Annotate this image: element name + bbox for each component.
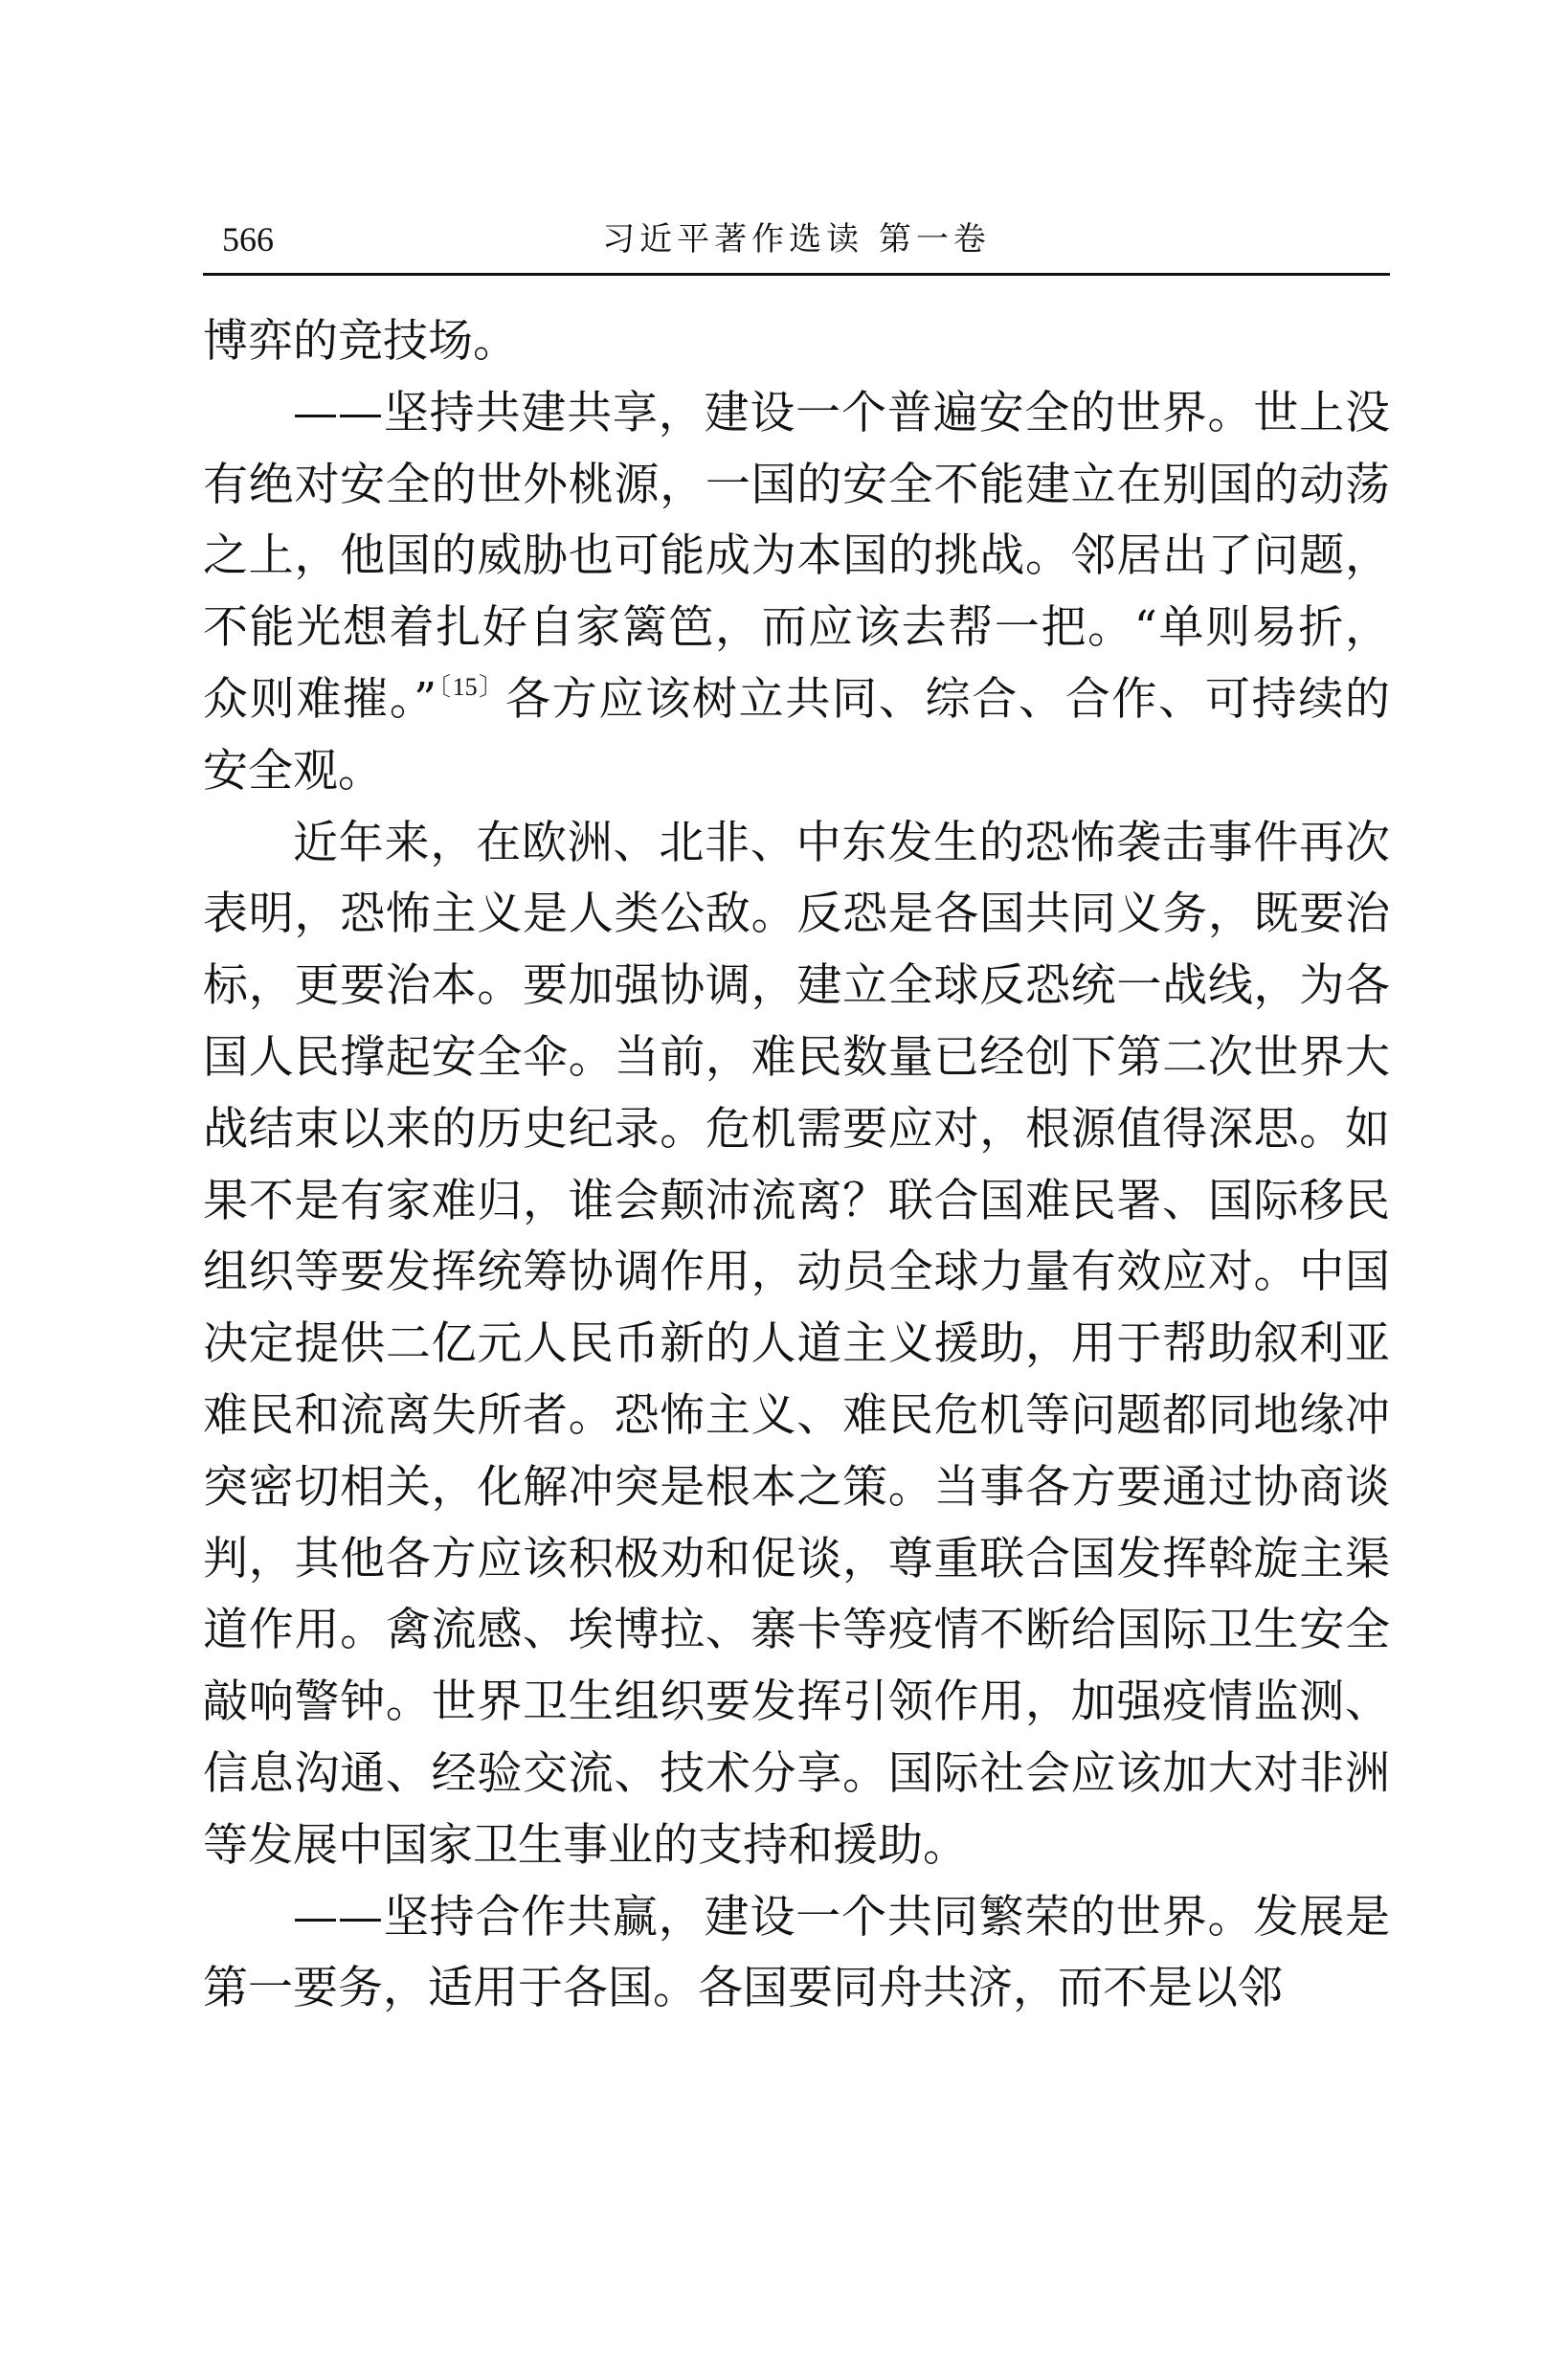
paragraph-terrorism-refugees: 近年来，在欧洲、北非、中东发生的恐怖袭击事件再次表明，恐怖主义是人类公敌。反恐是各国共同义务，既要治标，更要治本。要加强协调，建立全球反恐统一战线，为各国人民撑起安全伞。当前，难民数量已经创下第二次世界大战结束以来的历史纪录。危机需要应对，根源值得深思。如果不是有家难归，谁会颠沛流离？联合国难民署、国际移民组织等要发挥统筹协调作用，动员全球力量有效应对。中国决定提供二亿元人民币新的人道主义援助，用于帮助叙利亚难民和流离失所者。恐怖主义、难民危机等问题都同地缘冲突密切相关，化解冲突是根本之策。当事各方要通过协商谈判，其他各方应该积极劝和促谈，尊重联合国发挥斡旋主渠道作用。禽流感、埃博拉、寨卡等疫情不断给国际卫生安全敲响警钟。世界卫生组织要发挥引领作用，加强疫情监测、信息沟通、经验交流、技术分享。国际社会应该加大对非洲等发展中国家卫生事业的支持和援助。: [203, 816, 1390, 1872]
paragraph-continuation: 博弈的竞技场。: [203, 315, 518, 368]
paragraph-common-security: [203, 378, 1390, 808]
paragraph-text: ——坚持共建共享，建设一个普遍安全的世界。世上没有绝对安全的世外桃源，一国的安全不能建立在别国的动荡之上，他国的威胁也可能成为本国的挑战。邻居出了问题，不能光想着扎好自家篱笆，而应该去帮一把。“单则易折，众则难摧。”: [203, 386, 1390, 726]
paragraph-text-continued: 各方应该树立共同、综合、合作、可持续的安全观。: [203, 672, 1390, 798]
paragraph-cooperation: ——坚持合作共赢，建设一个共同繁荣的世界。发展是第一要务，适用于各国。各国要同舟共济，而不是以邻: [203, 1890, 1390, 2015]
footnote-reference: 〔15〕: [437, 672, 506, 701]
body-text: [203, 306, 1390, 2025]
page-number: 566: [222, 220, 274, 259]
header-rule: [203, 273, 1390, 276]
book-title: 习近平著作选读 第一卷: [602, 220, 991, 259]
running-head: [203, 214, 1390, 268]
